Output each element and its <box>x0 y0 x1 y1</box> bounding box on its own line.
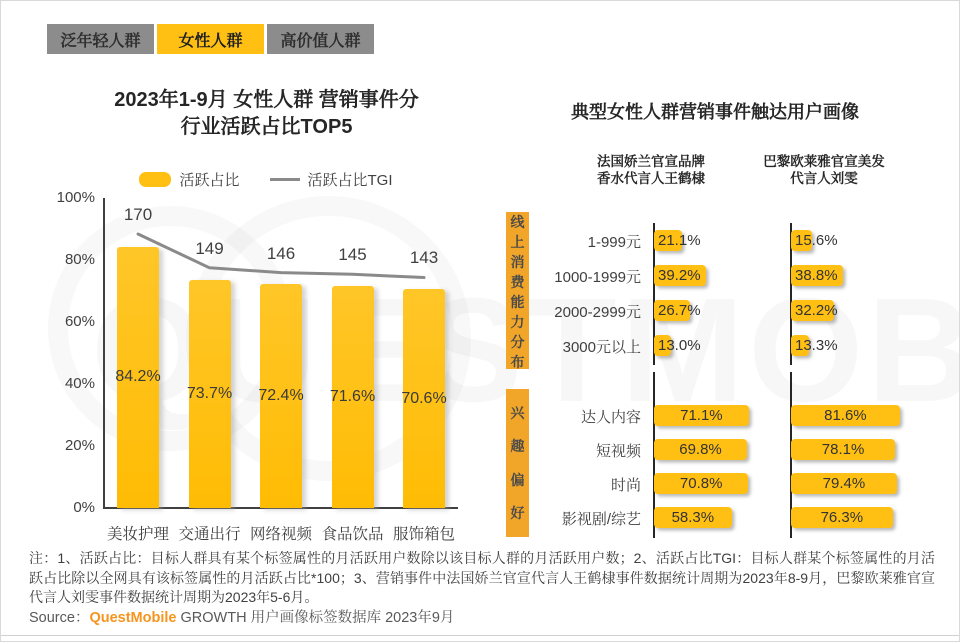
y-tick-label: 100% <box>56 189 95 206</box>
legend-bar-swatch-icon <box>139 172 171 187</box>
row-label: 达人内容 <box>580 409 641 426</box>
source-rest: GROWTH 用户画像标签数据库 2023年9月 <box>176 610 455 626</box>
hbar <box>791 335 838 356</box>
tgi-label: 145 <box>338 245 367 265</box>
hbar-value-label: 15.6% <box>795 231 838 249</box>
row-label: 短视频 <box>595 443 641 460</box>
hbar <box>654 405 749 426</box>
hbar <box>791 230 838 251</box>
legend-bar-label: 活跃占比 <box>179 171 240 189</box>
row-label: 2000-2999元 <box>554 304 641 321</box>
hbar <box>791 300 838 321</box>
hbar-value-label: 79.4% <box>822 474 866 492</box>
hbar-value-label: 26.7% <box>658 301 701 319</box>
hbar-value-label: 32.2% <box>795 301 838 319</box>
bar-value-label: 70.6% <box>401 389 447 407</box>
left-chart-title: 2023年1-9月 女性人群 营销事件分 行业活跃占比TOP5 <box>114 89 419 138</box>
y-tick-label: 0% <box>73 499 95 516</box>
bottom-divider <box>1 635 960 636</box>
left-chart-legend <box>101 169 431 189</box>
y-tick-label: 80% <box>64 251 95 268</box>
hbar <box>654 265 706 286</box>
hbar <box>654 300 701 321</box>
category-label: 食品饮品 <box>321 526 384 543</box>
hbar-value-label: 78.1% <box>821 440 865 458</box>
hbar-value-label: 76.3% <box>820 508 864 526</box>
y-tick-label: 20% <box>64 437 95 454</box>
hbar-value-label: 71.1% <box>680 406 723 424</box>
questmobile-brand: QuestMobile <box>89 610 177 626</box>
hbar <box>791 405 900 426</box>
row-label: 3000元以上 <box>562 339 641 356</box>
tgi-label: 143 <box>409 248 439 268</box>
hbar <box>654 230 701 251</box>
hbar-value-label: 21.1% <box>658 231 701 249</box>
hbar <box>654 439 747 460</box>
hbar <box>791 473 897 494</box>
hbar-value-label: 69.8% <box>679 440 722 458</box>
source-label: Source： <box>29 610 90 626</box>
bar-value-label: 73.7% <box>186 384 233 402</box>
hbar <box>654 507 732 528</box>
hbar-value-label: 58.3% <box>671 508 715 526</box>
row-label: 1-999元 <box>587 234 641 251</box>
right-chart-title: 典型女性人群营销事件触达用户画像 <box>571 102 859 122</box>
category-label: 服饰箱包 <box>392 526 455 543</box>
source-line <box>29 606 454 627</box>
bar-value-label: 84.2% <box>115 368 161 386</box>
tab-female-group[interactable]: 女性人群 <box>157 24 264 54</box>
hbar-value-label: 39.2% <box>658 266 701 284</box>
hbar-value-label: 70.8% <box>679 474 723 492</box>
section-band-label: 线 上 消 费 能 力 分 布 <box>506 212 529 369</box>
tgi-label: 170 <box>123 204 153 224</box>
y-tick-label: 60% <box>64 313 95 330</box>
hbar-value-label: 38.8% <box>795 266 838 284</box>
row-label: 1000-1999元 <box>554 269 641 286</box>
bar-value-label: 71.6% <box>329 388 376 405</box>
tab-high-value-group[interactable]: 高价值人群 <box>267 24 374 54</box>
column-header-loreal: 巴黎欧莱雅官宣美发 代言人刘雯 <box>763 154 885 186</box>
bar-value-label: 72.4% <box>258 386 304 404</box>
hbar <box>791 265 843 286</box>
hbar-value-label: 81.6% <box>824 406 867 424</box>
hbar-value-label: 13.3% <box>795 336 838 354</box>
category-label: 网络视频 <box>249 526 312 543</box>
legend-line-label: 活跃占比TGI <box>307 171 393 189</box>
column-header-guerlain: 法国娇兰官宣品牌 香水代言人王鹤棣 <box>597 154 705 186</box>
footnotes: 注：1、活跃占比：目标人群具有某个标签属性的月活跃用户数除以该目标人群的月活跃用户数；2、活跃占比TGI：目标人群某个标签属性的月活跃占比除以全网具有该标签属性的月活跃占比*100；3、营销事件中法国娇兰官宣代言人王鹤棣事件数据统计周期为2023年8-9月，巴黎欧莱雅官宣代言人刘雯事件数据统计周期为2023年5-6月。 <box>29 550 935 605</box>
row-label: 影视剧/综艺 <box>561 511 641 528</box>
tab-pan-young-group[interactable]: 泛年轻人群 <box>47 24 154 54</box>
hbar <box>791 507 893 528</box>
row-label: 时尚 <box>610 477 641 494</box>
category-label: 美妆护理 <box>106 526 169 543</box>
tgi-label: 149 <box>195 238 224 258</box>
hbar-value-label: 13.0% <box>658 336 701 354</box>
hbar <box>654 473 748 494</box>
y-tick-label: 40% <box>64 375 95 392</box>
section-band-label: 兴 趣 偏 好 <box>506 389 529 537</box>
hbar <box>791 439 895 460</box>
hbar <box>654 335 701 356</box>
tgi-label: 146 <box>266 243 296 263</box>
legend-line-swatch-icon <box>270 178 300 181</box>
category-label: 交通出行 <box>178 526 241 543</box>
